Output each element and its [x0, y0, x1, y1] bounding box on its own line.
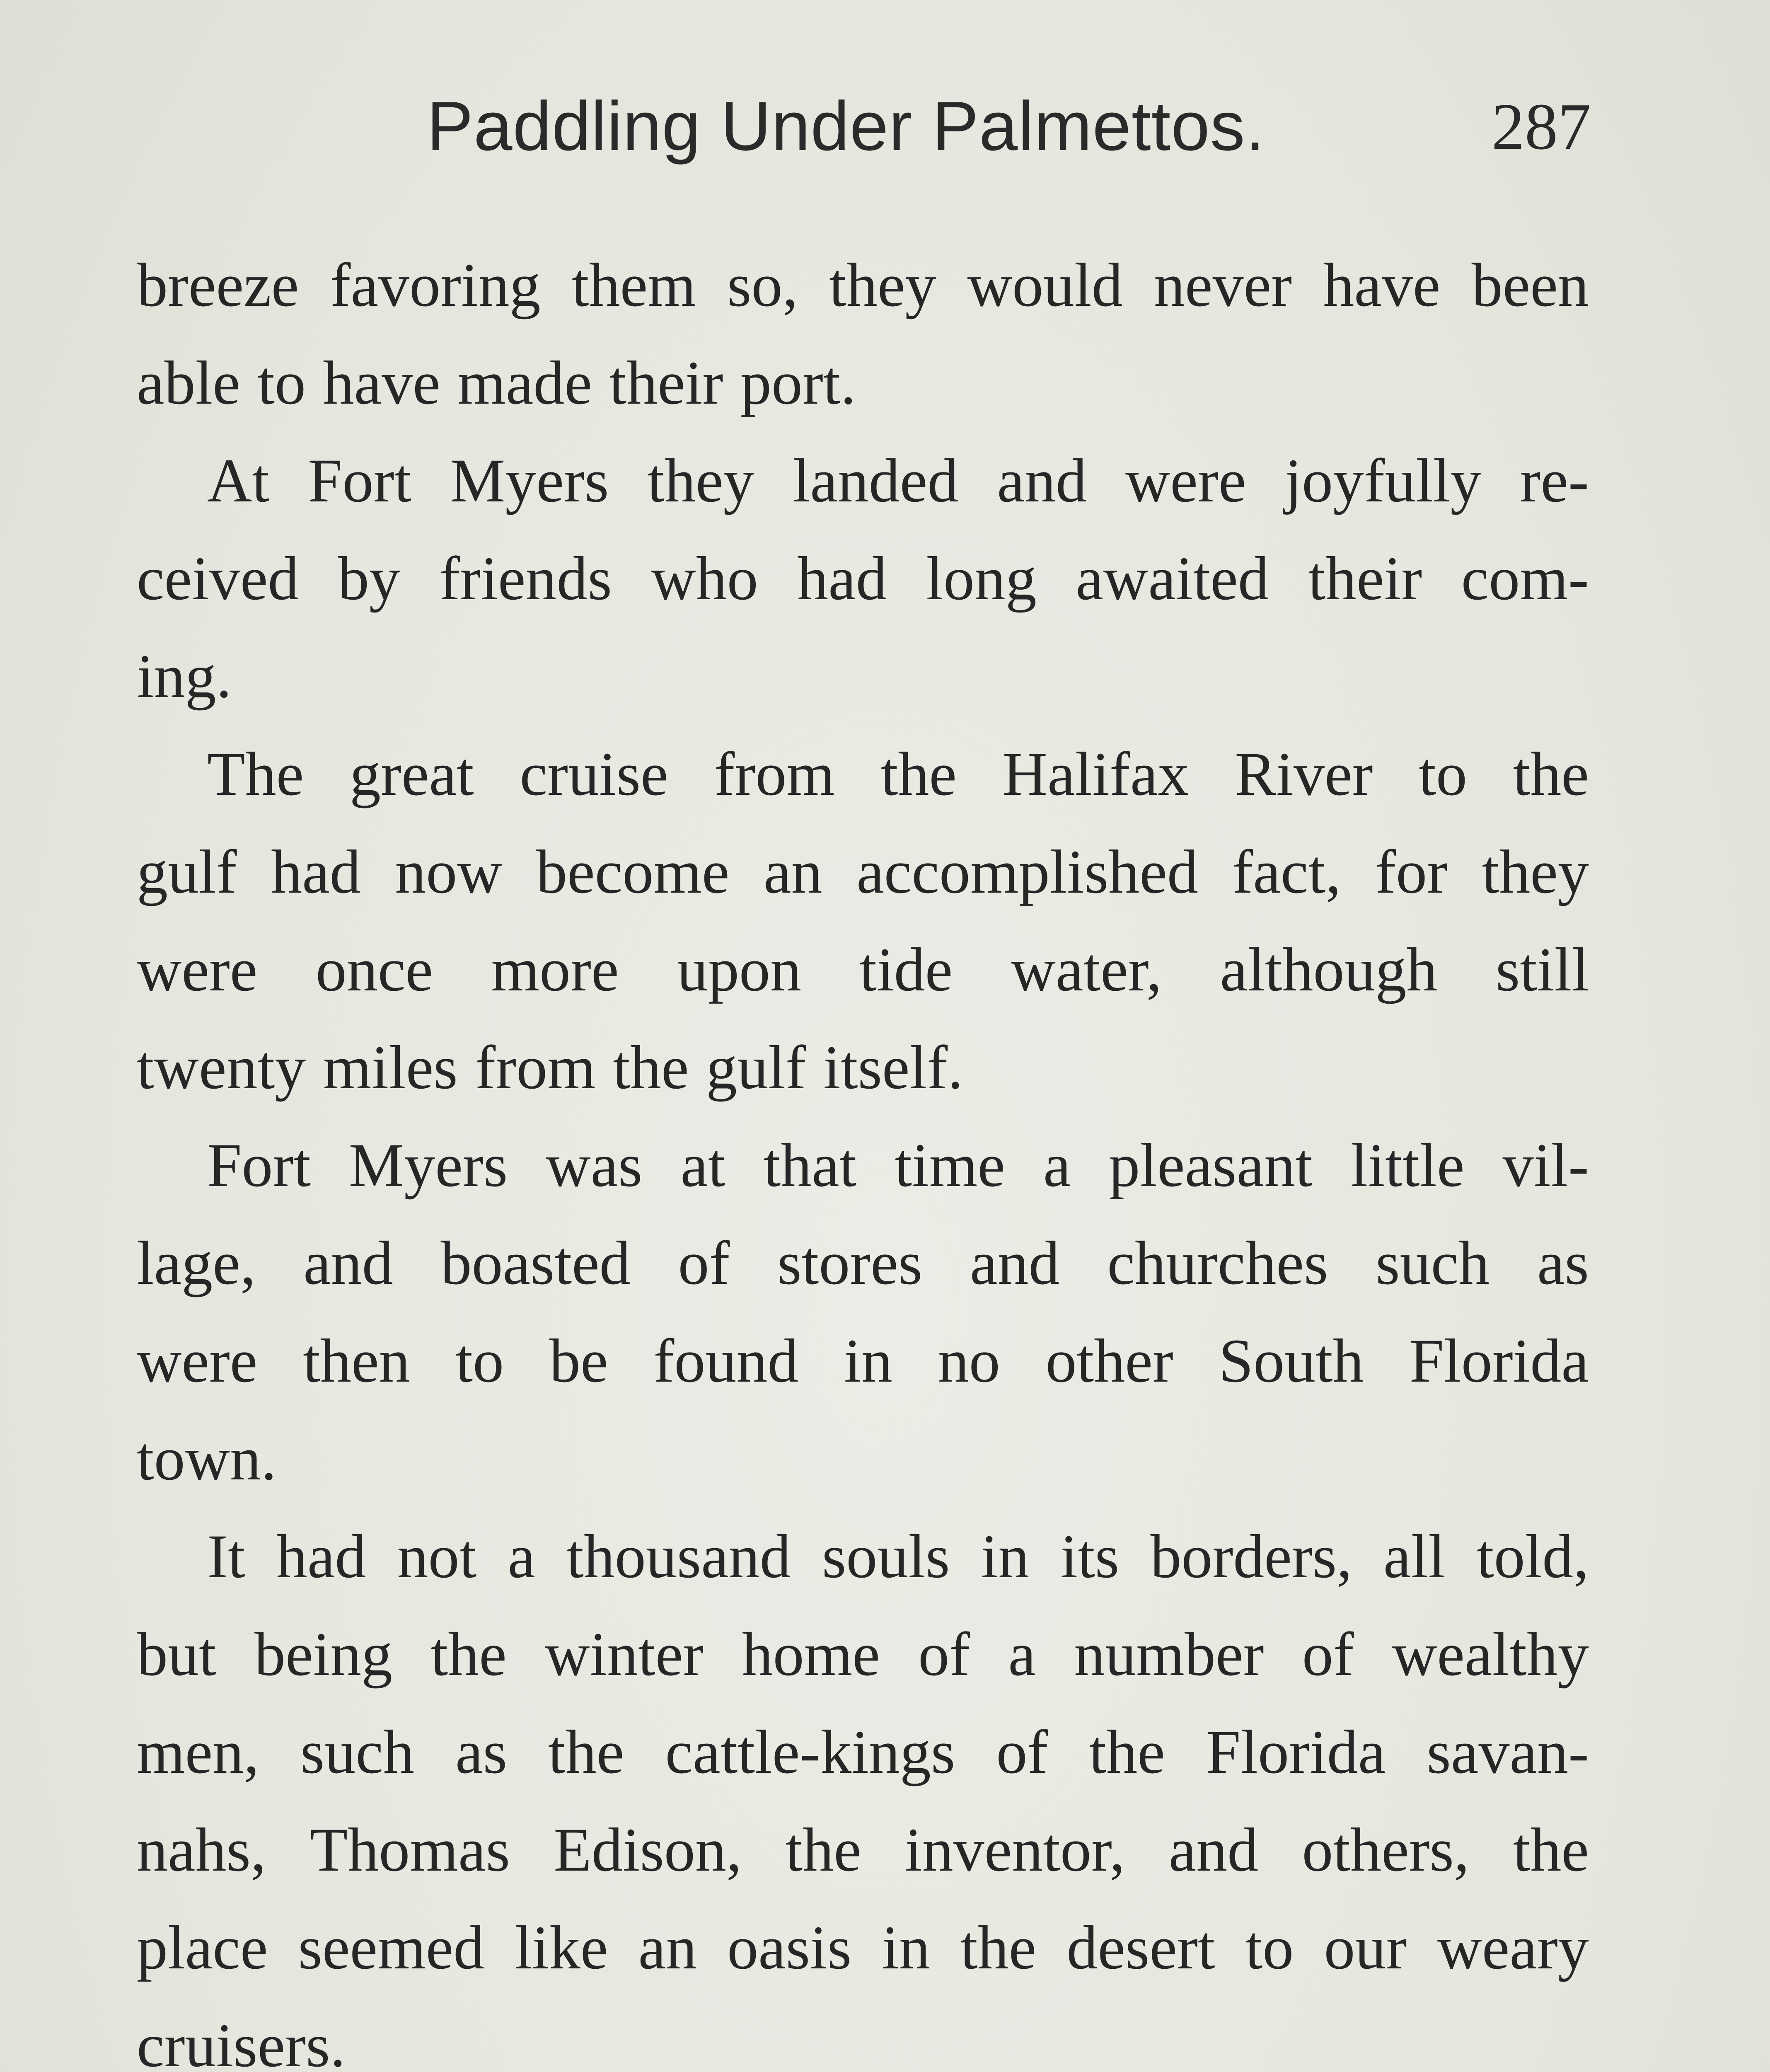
word: not: [397, 1522, 477, 1591]
word: weary: [1437, 1913, 1589, 1982]
word: more: [491, 935, 619, 1004]
word: such: [1376, 1229, 1490, 1297]
word: home: [742, 1620, 880, 1689]
word: an: [638, 1913, 697, 1982]
word: vil-: [1502, 1131, 1589, 1200]
word: although: [1220, 935, 1438, 1004]
word: they: [1482, 838, 1589, 906]
word: Florida: [1409, 1326, 1589, 1395]
word: of: [1302, 1620, 1354, 1689]
word: had: [271, 838, 361, 906]
text-line: [137, 1214, 1589, 1312]
word: as: [1537, 1229, 1589, 1297]
word: had: [276, 1522, 366, 1591]
word: they: [829, 251, 936, 320]
word: number: [1074, 1620, 1264, 1689]
word: and: [970, 1229, 1060, 1297]
word: At: [207, 446, 269, 515]
word: they: [647, 446, 754, 515]
word: the: [785, 1815, 861, 1884]
word: would: [967, 251, 1123, 320]
text-line: twenty miles from the gulf itself.: [137, 1033, 963, 1102]
word: nahs,: [137, 1815, 266, 1884]
word: thousand: [566, 1522, 791, 1591]
word: have: [1323, 251, 1441, 320]
word: the: [960, 1913, 1037, 1982]
text-line: [137, 1312, 1589, 1410]
text-line: ing.: [137, 642, 232, 711]
word: in: [882, 1913, 930, 1982]
word: and: [997, 446, 1087, 515]
word: seemed: [298, 1913, 485, 1982]
word: the: [1089, 1718, 1165, 1786]
word: great: [349, 740, 474, 808]
word: little: [1350, 1131, 1465, 1200]
word: Myers: [450, 446, 609, 515]
word: a: [508, 1522, 535, 1591]
text-line: [137, 823, 1589, 921]
word: for: [1375, 838, 1448, 906]
word: souls: [822, 1522, 950, 1591]
word: cattle-kings: [665, 1718, 955, 1786]
word: was: [546, 1131, 643, 1200]
text-line: able to have made their port.: [137, 349, 856, 417]
word: were: [137, 1326, 258, 1395]
word: our: [1324, 1913, 1407, 1982]
word: Fort: [308, 446, 412, 515]
word: its: [1060, 1522, 1120, 1591]
word: to: [1245, 1913, 1294, 1982]
word: and: [1168, 1815, 1259, 1884]
word: a: [1008, 1620, 1036, 1689]
word: lage,: [137, 1229, 256, 1297]
word: water,: [1011, 935, 1162, 1004]
word: cruise: [520, 740, 668, 808]
word: gulf: [137, 838, 237, 906]
word: winter: [545, 1620, 704, 1689]
word: oasis: [727, 1913, 852, 1982]
word: fact,: [1232, 838, 1341, 906]
word: men,: [137, 1718, 259, 1786]
word: the: [430, 1620, 507, 1689]
word: them: [571, 251, 696, 320]
word: time: [895, 1131, 1005, 1200]
text-line: [137, 725, 1589, 823]
word: found: [653, 1326, 799, 1395]
word: a: [1043, 1131, 1071, 1200]
word: who: [651, 544, 758, 613]
word: inventor,: [905, 1815, 1125, 1884]
word: the: [1513, 740, 1589, 808]
word: were: [137, 935, 258, 1004]
word: other: [1045, 1326, 1173, 1395]
word: boasted: [440, 1229, 631, 1297]
word: the: [548, 1718, 624, 1786]
word: Florida: [1206, 1718, 1386, 1786]
word: but: [137, 1620, 216, 1689]
word: at: [680, 1131, 725, 1200]
word: still: [1495, 935, 1589, 1004]
word: South: [1219, 1326, 1364, 1395]
word: now: [395, 838, 502, 906]
word: Edison,: [554, 1815, 742, 1884]
text-line: cruisers.: [137, 2011, 346, 2072]
text-line: [137, 1116, 1589, 1214]
word: to: [455, 1326, 504, 1395]
word: by: [338, 544, 400, 613]
word: re-: [1520, 446, 1589, 515]
word: River: [1235, 740, 1373, 808]
word: an: [764, 838, 822, 906]
word: savan-: [1427, 1718, 1589, 1786]
text-line: [137, 530, 1589, 627]
word: joyfully: [1284, 446, 1482, 515]
running-title: Paddling Under Palmettos.: [427, 87, 1265, 165]
word: so,: [727, 251, 798, 320]
word: such: [300, 1718, 414, 1786]
word: all: [1383, 1522, 1446, 1591]
word: were: [1125, 446, 1246, 515]
word: others,: [1302, 1815, 1470, 1884]
word: never: [1154, 251, 1292, 320]
word: be: [549, 1326, 608, 1395]
body-text: [137, 236, 1589, 2072]
word: upon: [677, 935, 801, 1004]
word: of: [678, 1229, 730, 1297]
word: breeze: [137, 251, 299, 320]
word: accomplished: [856, 838, 1198, 906]
text-line: [137, 1703, 1589, 1801]
word: of: [918, 1620, 970, 1689]
text-line: [137, 1605, 1589, 1703]
word: awaited: [1076, 544, 1269, 613]
word: Thomas: [310, 1815, 510, 1884]
word: It: [207, 1522, 245, 1591]
text-line: [137, 432, 1589, 530]
word: Halifax: [1002, 740, 1189, 808]
word: tide: [859, 935, 953, 1004]
word: The: [207, 740, 304, 808]
word: no: [938, 1326, 1000, 1395]
word: once: [315, 935, 433, 1004]
word: in: [981, 1522, 1030, 1591]
word: Myers: [348, 1131, 508, 1200]
word: as: [455, 1718, 507, 1786]
word: wealthy: [1392, 1620, 1589, 1689]
word: stores: [777, 1229, 923, 1297]
word: and: [303, 1229, 393, 1297]
word: from: [714, 740, 835, 808]
word: that: [763, 1131, 857, 1200]
text-line: town.: [137, 1424, 277, 1493]
word: to: [1419, 740, 1467, 808]
word: then: [303, 1326, 410, 1395]
word: ceived: [137, 544, 299, 613]
word: pleasant: [1109, 1131, 1313, 1200]
text-line: [137, 1508, 1589, 1605]
word: the: [880, 740, 957, 808]
word: being: [254, 1620, 393, 1689]
word: the: [1513, 1815, 1589, 1884]
word: long: [926, 544, 1037, 613]
word: like: [515, 1913, 608, 1982]
word: friends: [439, 544, 612, 613]
word: their: [1308, 544, 1422, 613]
text-line: [137, 1801, 1589, 1899]
page-number: 287: [1492, 90, 1591, 163]
word: desert: [1066, 1913, 1215, 1982]
word: been: [1471, 251, 1589, 320]
word: told,: [1477, 1522, 1589, 1591]
word: com-: [1461, 544, 1589, 613]
word: favoring: [330, 251, 541, 320]
word: of: [996, 1718, 1048, 1786]
word: churches: [1107, 1229, 1328, 1297]
word: borders,: [1150, 1522, 1352, 1591]
text-line: [137, 1899, 1589, 1997]
word: place: [137, 1913, 268, 1982]
text-line: [137, 921, 1589, 1019]
word: in: [844, 1326, 892, 1395]
text-line: [137, 236, 1589, 334]
word: Fort: [207, 1131, 311, 1200]
word: landed: [793, 446, 959, 515]
word: become: [536, 838, 730, 906]
word: had: [797, 544, 887, 613]
